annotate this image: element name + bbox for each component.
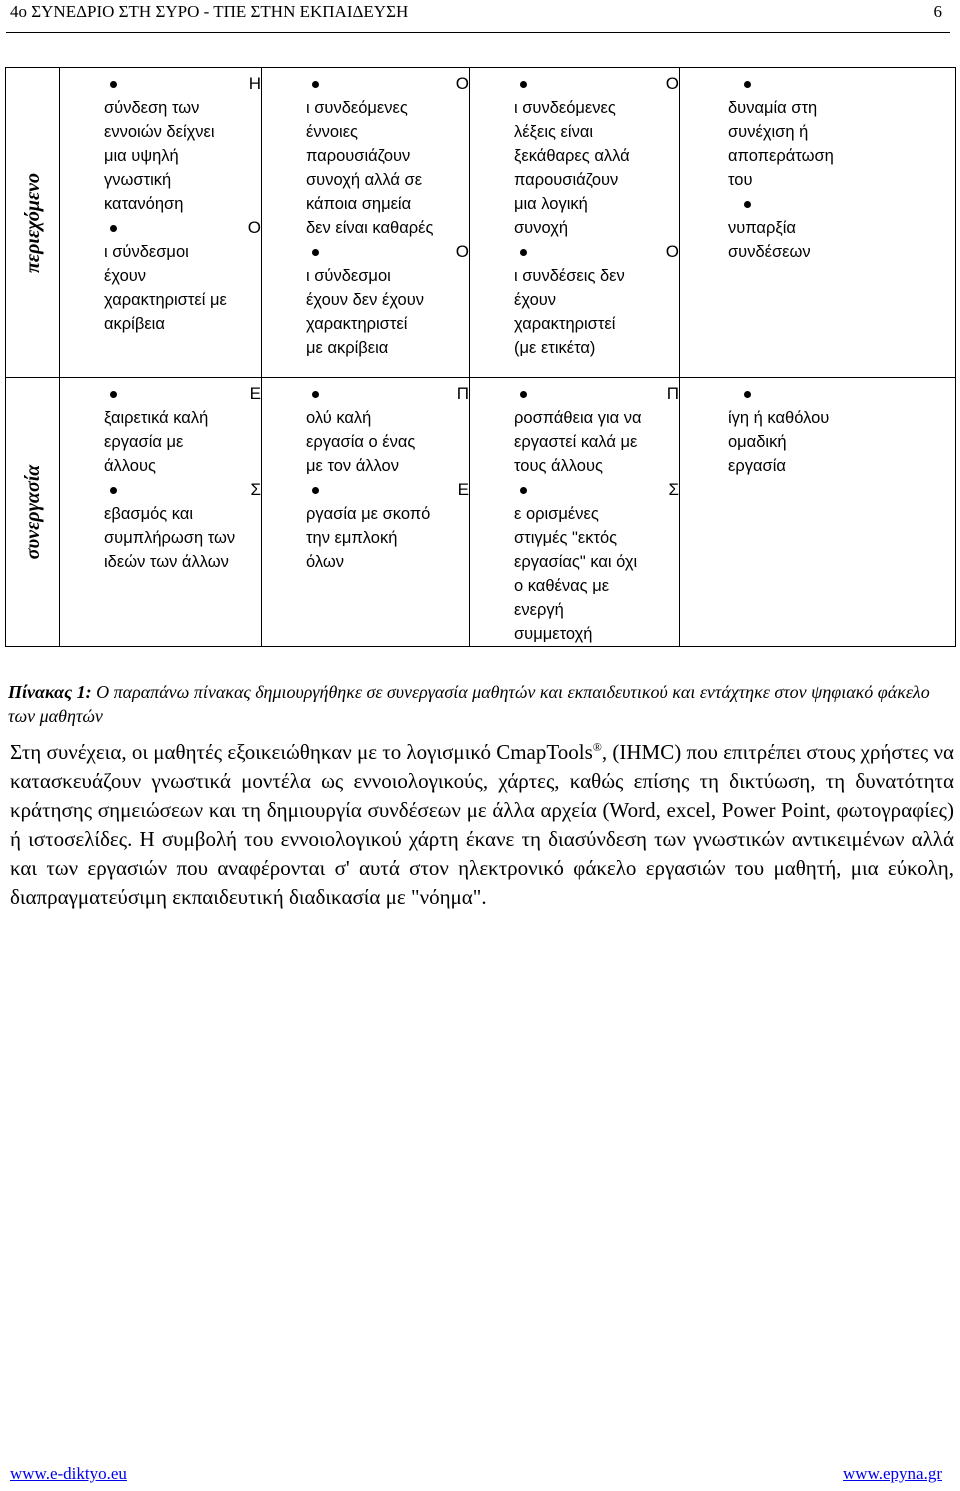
bullet-text: ίγη ή καθόλου ομαδική εργασία (728, 409, 830, 475)
caption-label: Πίνακας 1: (8, 682, 92, 702)
page-number: 6 (933, 2, 942, 21)
bullet-initial-letter: Ο (665, 242, 679, 261)
bullet-row (60, 72, 261, 96)
row-header-label: περιεχόμενο (21, 172, 44, 273)
bullet-initial-letter: Σ (250, 480, 261, 499)
table-cell (680, 68, 956, 378)
bullet-row (680, 382, 955, 406)
bullet-icon (110, 225, 117, 232)
bullet-text: δυναμία στη συνέχιση ή αποπεράτωση του (728, 99, 834, 189)
bullet-initial-letter: Π (456, 384, 469, 403)
bullet-icon (110, 391, 117, 398)
registered-mark: ® (592, 740, 602, 754)
table-cell (262, 378, 470, 647)
header-title: 4ο ΣΥΝΕΔΡΙΟ ΣΤΗ ΣΥΡΟ - ΤΠΕ ΣΤΗΝ ΕΚΠΑΙΔΕΥΣΗ (10, 2, 409, 21)
table-row (6, 378, 956, 647)
bullet-text: σύνδεση των εννοιών δείχνει μια υψηλή γνωστική κατανόηση (104, 99, 215, 213)
table-cell (60, 68, 262, 378)
bullet-text: νυπαρξία συνδέσεων (728, 219, 811, 261)
bullet-text: ι σύνδεσμοι έχουν δεν έχουν χαρακτηριστεί με ακρίβεια (306, 267, 425, 357)
row-header (6, 378, 60, 647)
table-caption (8, 680, 952, 728)
table-cell (470, 378, 680, 647)
bullet-text: ι συνδεόμενες έννοιες παρουσιάζουν συνοχή αλλά σε κάποια σημεία δεν είναι καθαρές (306, 99, 434, 237)
bullet-row (470, 382, 679, 406)
paragraph-part2: , (IHMC) που επιτρέπει στους χρήστες να κατασκευάζουν γνωστικά μοντέλα ως εννοιολογικούς, χάρτες, καθώς επίσης τη δικτύωση, τη δυνατότητα κράτησης σημειώσεων και τη δημιουργία συνδέσεων με άλλα αρχεία (Word, excel, Power Point, φωτογραφίες) ή ιστοσελίδες. Η συμβολή του εννοιολογικού χάρτη έκανε τη διασύνδεση των γνωστικών αντικειμένων αλλά και των εργασιών που αναφέρονται σ' αυτά στον ηλεκτρονικό φάκελο εργασιών του μαθητή, μια εύκολη, διαπραγματεύσιμη εκπαιδευτική διαδικασία με "νόημα". (10, 740, 954, 909)
page-header (10, 2, 942, 24)
bullet-text: ι συνδέσεις δεν έχουν χαρακτηριστεί (με ετικέτα) (514, 267, 625, 357)
bullet-row (470, 72, 679, 96)
rubric-table (5, 67, 956, 647)
bullet-row (470, 478, 679, 502)
bullet-icon (744, 81, 751, 88)
bullet-row (60, 216, 261, 240)
paragraph-part1: Στη συνέχεια, οι μαθητές εξοικειώθηκαν με το λογισμικό CmapTools (10, 740, 593, 764)
bullet-row (60, 478, 261, 502)
bullet-icon (744, 201, 751, 208)
bullet-icon (520, 249, 527, 256)
bullet-row (262, 72, 469, 96)
bullet-icon (312, 391, 319, 398)
bullet-initial-letter: Η (248, 74, 261, 93)
bullet-icon (110, 487, 117, 494)
bullet-icon (312, 249, 319, 256)
bullet-text: ολύ καλή εργασία ο ένας με τον άλλον (306, 409, 416, 475)
bullet-initial-letter: Ε (457, 480, 469, 499)
bullet-row (262, 478, 469, 502)
bullet-text: ι σύνδεσμοι έχουν χαρακτηριστεί με ακρίβεια (104, 243, 227, 333)
bullet-initial-letter: Π (666, 384, 679, 403)
bullet-icon (744, 391, 751, 398)
bullet-initial-letter: Ο (247, 218, 261, 237)
bullet-icon (110, 81, 117, 88)
bullet-icon (520, 81, 527, 88)
bullet-text: ξαιρετικά καλή εργασία με άλλους (104, 409, 209, 475)
table-cell (470, 68, 680, 378)
bullet-text: ροσπάθεια για να εργαστεί καλά με τους άλλους (514, 409, 642, 475)
caption-text: Ο παραπάνω πίνακας δημιουργήθηκε σε συνεργασία μαθητών και εκπαιδευτικού και εντάχτηκε στον ψηφιακό φάκελο των μαθητών (8, 682, 930, 726)
bullet-initial-letter: Ο (455, 74, 469, 93)
table-row (6, 68, 956, 378)
bullet-row (60, 382, 261, 406)
bullet-initial-letter: Ο (455, 242, 469, 261)
bullet-icon (312, 81, 319, 88)
footer-link-epyna[interactable]: www.epyna.gr (843, 1464, 942, 1483)
table-cell (680, 378, 956, 647)
bullet-row (262, 240, 469, 264)
table-cell (60, 378, 262, 647)
bullet-icon (520, 391, 527, 398)
bullet-initial-letter: Ο (665, 74, 679, 93)
row-header-label: συνεργασία (21, 464, 44, 560)
bullet-icon (520, 487, 527, 494)
bullet-row (680, 72, 955, 96)
bullet-icon (312, 487, 319, 494)
bullet-initial-letter: Ε (249, 384, 261, 403)
bullet-row (262, 382, 469, 406)
bullet-row (680, 192, 955, 216)
bullet-initial-letter: Σ (668, 480, 679, 499)
bullet-text: ι συνδεόμενες λέξεις είναι ξεκάθαρες αλλά παρουσιάζουν μια λογική συνοχή (514, 99, 630, 237)
bullet-row (470, 240, 679, 264)
table-cell (262, 68, 470, 378)
bullet-text: ργασία με σκοπό την εμπλοκή όλων (306, 505, 431, 571)
body-paragraph (10, 733, 954, 912)
header-divider (6, 32, 950, 33)
row-header (6, 68, 60, 378)
bullet-text: ε ορισμένες στιγμές "εκτός εργασίας" και όχι ο καθένας με ενεργή συμμετοχή (514, 505, 638, 643)
page-footer (10, 1464, 942, 1486)
footer-link-ediktyo[interactable]: www.e-diktyo.eu (10, 1464, 127, 1483)
bullet-text: εβασμός και συμπλήρωση των ιδεών των άλλων (104, 505, 236, 571)
